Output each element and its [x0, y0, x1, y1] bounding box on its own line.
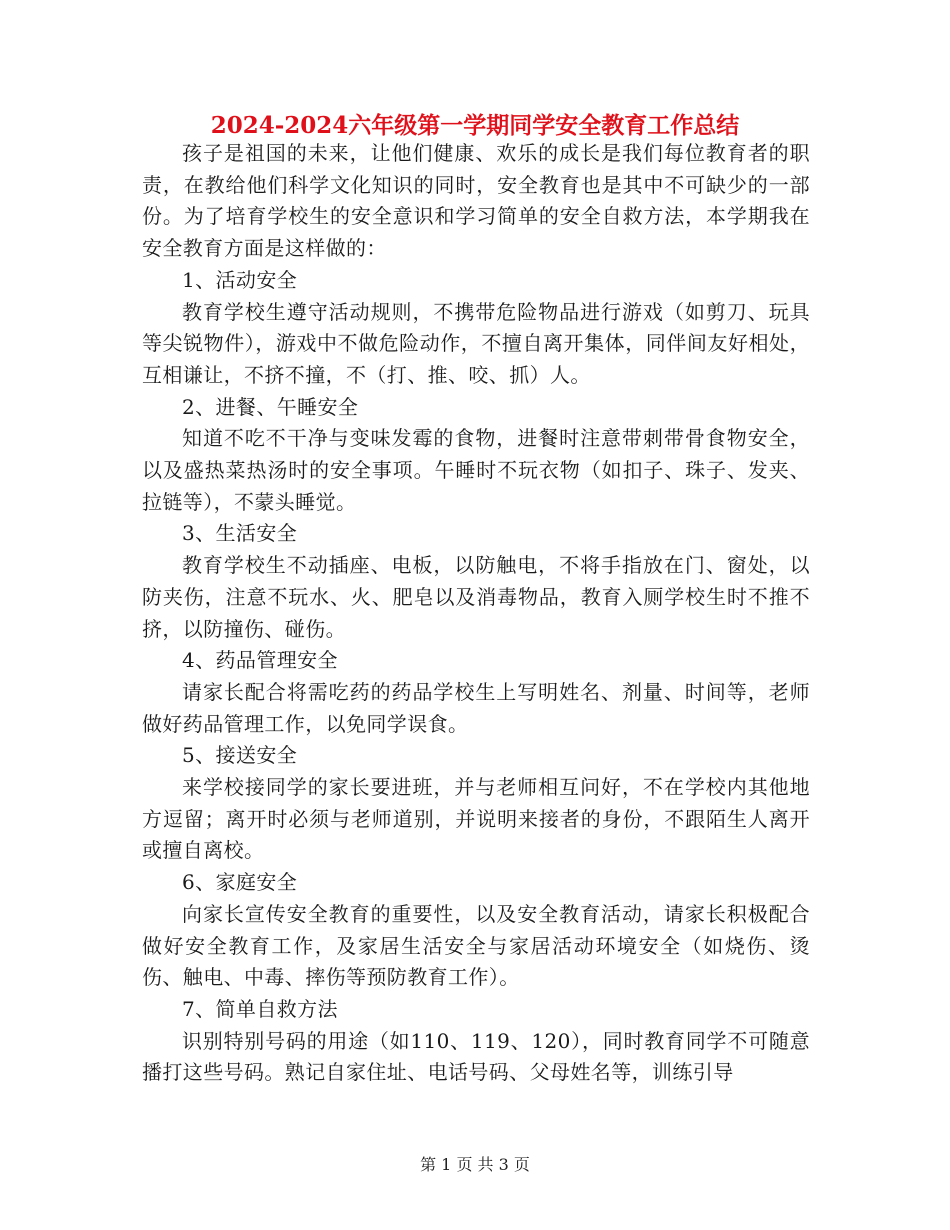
section-heading-2: 2、进餐、午睡安全 [182, 394, 359, 419]
section-heading-5: 5、接送安全 [182, 743, 298, 768]
page-number-footer: 第 1 页 共 3 页 [420, 1155, 530, 1174]
section-heading-6: 6、家庭安全 [182, 870, 298, 895]
section-heading-7: 7、简单自救方法 [182, 996, 338, 1021]
document-title: 2024-2024六年级第一学期同学安全教育工作总结 [210, 112, 740, 139]
document-body [142, 138, 810, 1089]
section-text-3: 教育学校生不动插座、电板，以防触电，不将手指放在门、窗处，以防夹伤，注意不玩水、火、肥皂以及消毒物品，教育入厕学校生时不推不挤，以防撞伤、碰伤。 [142, 553, 810, 641]
section-heading-4: 4、药品管理安全 [182, 648, 338, 673]
intro-paragraph: 孩子是祖国的未来，让他们健康、欢乐的成长是我们每位教育者的职责，在教给他们科学文化知识的同时，安全教育也是其中不可缺少的一部份。为了培育学校生的安全意识和学习简单的安全自救方法，本学期我在安全教育方面是这样做的： [142, 141, 810, 261]
section-text-2: 知道不吃不干净与变味发霉的食物，进餐时注意带刺带骨食物安全，以及盛热菜热汤时的安全事项。午睡时不玩衣物（如扣子、珠子、发夹、拉链等），不蒙头睡觉。 [142, 426, 810, 514]
section-text-1: 教育学校生遵守活动规则，不携带危险物品进行游戏（如剪刀、玩具等尖锐物件），游戏中不做危险动作，不擅自离开集体，同伴间友好相处，互相谦让，不挤不撞，不（打、推、咬、抓）人。 [142, 299, 810, 387]
section-heading-1: 1、活动安全 [182, 267, 298, 292]
section-text-7: 识别特别号码的用途（如110、119、120），同时教育同学不可随意播打这些号码。熟记自家住址、电话号码、父母姓名等，训练引导 [142, 1028, 810, 1085]
section-text-4: 请家长配合将需吃药的药品学校生上写明姓名、剂量、时间等，老师做好药品管理工作，以免同学误食。 [142, 679, 810, 736]
section-heading-3: 3、生活安全 [182, 521, 298, 546]
section-text-6: 向家长宣传安全教育的重要性，以及安全教育活动，请家长积极配合做好安全教育工作，及家居生活安全与家居活动环境安全（如烧伤、烫伤、触电、中毒、摔伤等预防教育工作）。 [142, 901, 810, 990]
section-text-5: 来学校接同学的家长要进班，并与老师相互问好，不在学校内其他地方逗留；离开时必须与老师道别，并说明来接者的身份，不跟陌生人离开或擅自离校。 [142, 775, 810, 863]
